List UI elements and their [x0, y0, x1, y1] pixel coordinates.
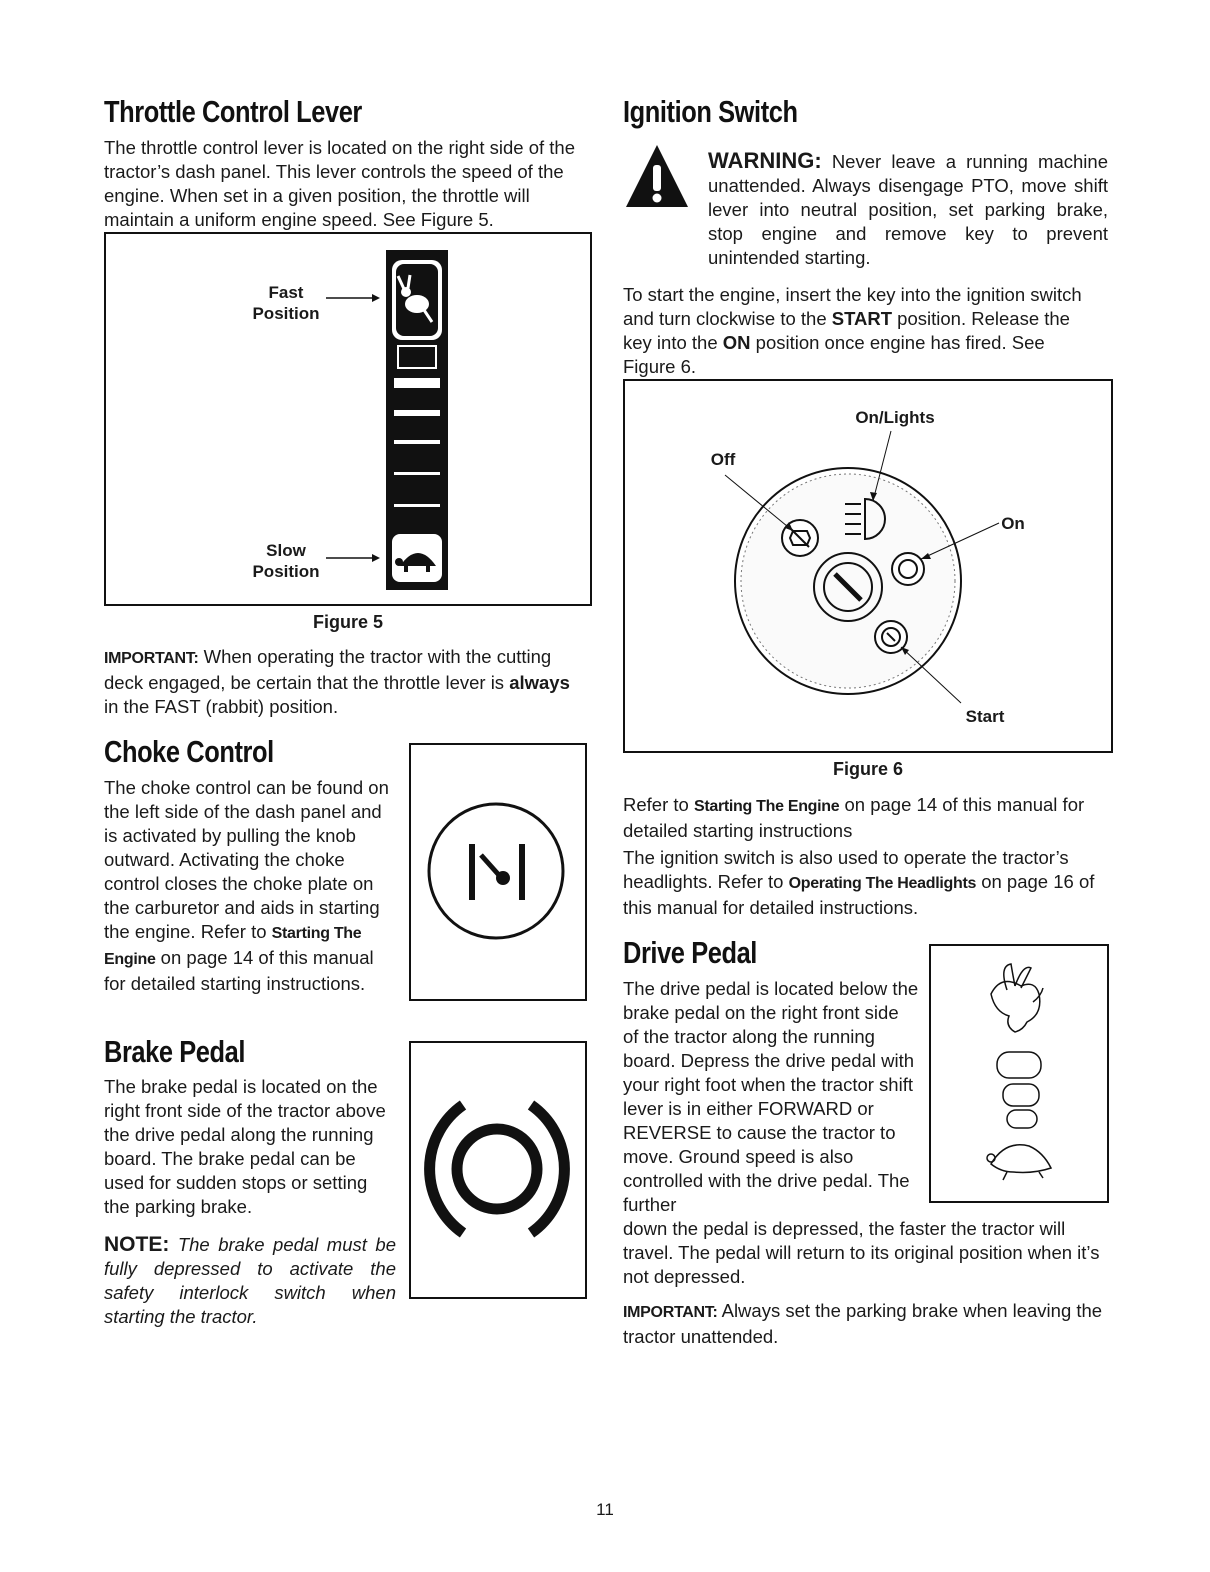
on-lights-label: On/Lights — [855, 408, 935, 427]
figure-5 — [104, 232, 592, 606]
drive-body: The drive pedal is located below the brake pedal on the right front side of the tractor along the running board. Depress the drive pedal with your right foot when the tractor shift lever is in either FORWARD or REVERSE to cause the tractor to move. Ground speed is also controlled with the drive pedal. The further — [623, 978, 919, 1215]
throttle-heading: Throttle Control Lever — [104, 94, 362, 129]
warning-triangle-icon — [624, 143, 690, 209]
drive-symbol-box — [929, 944, 1109, 1203]
drive-body-continued: down the pedal is depressed, the faster the tractor will travel. The pedal will return to its original position when it’s not depressed. — [623, 1218, 1100, 1287]
page-number: 11 — [596, 1500, 614, 1519]
starting-engine-ref-2: Starting The Engine — [693, 798, 840, 815]
brake-note: NOTE: The brake pedal must be fully depressed to activate the safety interlock switch when starting the tractor. — [104, 1233, 396, 1327]
choke-icon — [411, 745, 585, 999]
ignition-switch-graphic — [625, 381, 1111, 751]
important-label-2: IMPORTANT: — [623, 1304, 718, 1321]
brake-symbol-box — [409, 1041, 587, 1299]
key-slot-icon — [814, 553, 882, 621]
figure-5-caption: Figure 5 — [312, 612, 383, 632]
figure-6 — [623, 379, 1113, 753]
ignition-start-instructions: To start the engine, insert the key into the ignition switch and turn clockwise to the START position. Release the key into the ON position once engine has fired. See Figure 6. — [623, 284, 1082, 377]
choke-symbol-box — [409, 743, 587, 1001]
drive-heading: Drive Pedal — [623, 935, 757, 970]
ignition-heading: Ignition Switch — [623, 94, 798, 129]
on-position-icon — [892, 553, 924, 585]
throttle-scale-graphic — [106, 234, 590, 604]
note-label: NOTE: — [104, 1233, 170, 1256]
fast-label: Fast — [268, 283, 304, 302]
ignition-headlights: The ignition switch is also used to operate the tractor’s headlights. Refer to Operating The Headlights on page 16 of this manual for detailed instructions. — [623, 847, 1095, 918]
on-label: On — [1001, 514, 1025, 533]
choke-body: The choke control can be found on the left side of the dash panel and is activated by pulling the knob outward. Activating the choke control closes the choke plate on the carburetor and aids in starting the engine. Refer to Starting The Engine on page 14 of this manual for detailed starting instructions. — [104, 777, 389, 994]
choke-heading: Choke Control — [104, 734, 274, 769]
drive-important: IMPORTANT: Always set the parking brake when leaving the tractor unattended. — [623, 1300, 1103, 1347]
brake-body: The brake pedal is located on the right front side of the tractor above the drive pedal along the running board. The brake pedal can be used for sudden stops or setting the parking brake. — [104, 1076, 386, 1217]
warning-label: WARNING: — [708, 148, 822, 173]
important-label: IMPORTANT: — [104, 650, 199, 667]
fast-position-label: Position — [252, 304, 320, 323]
operating-headlights-ref: Operating The Headlights — [788, 875, 977, 892]
rabbit-outline-icon — [991, 964, 1043, 1032]
start-label: Start — [965, 707, 1005, 726]
starting-engine-ref: Starting The Engine — [104, 925, 362, 968]
ignition-refer: Refer to Starting The Engine on page 14 of this manual for detailed starting instructions — [623, 794, 1085, 841]
slow-label: Slow — [266, 541, 306, 560]
throttle-body: The throttle control lever is located on the right side of the tractor’s dash panel. This lever controls the speed of the engine. When set in a given position, the throttle will maintain a uniform engine speed. See Figure 5. — [104, 137, 575, 230]
warning-text: WARNING: Never leave a running machine unattended. Always disengage PTO, move shift lever into neutral position, set parking brake, stop engine and remove key to prevent unintended starting. — [708, 148, 1108, 268]
brake-heading: Brake Pedal — [104, 1034, 246, 1069]
slow-position-label: Position — [252, 562, 320, 581]
brake-warning-icon — [411, 1043, 585, 1297]
throttle-important: IMPORTANT: When operating the tractor with the cutting deck engaged, be certain that the throttle lever is always in the FAST (rabbit) position. — [104, 646, 570, 717]
turtle-outline-icon — [987, 1145, 1051, 1180]
drive-speed-graphic — [931, 946, 1107, 1201]
figure-6-caption: Figure 6 — [832, 759, 903, 779]
off-label: Off — [710, 450, 736, 469]
